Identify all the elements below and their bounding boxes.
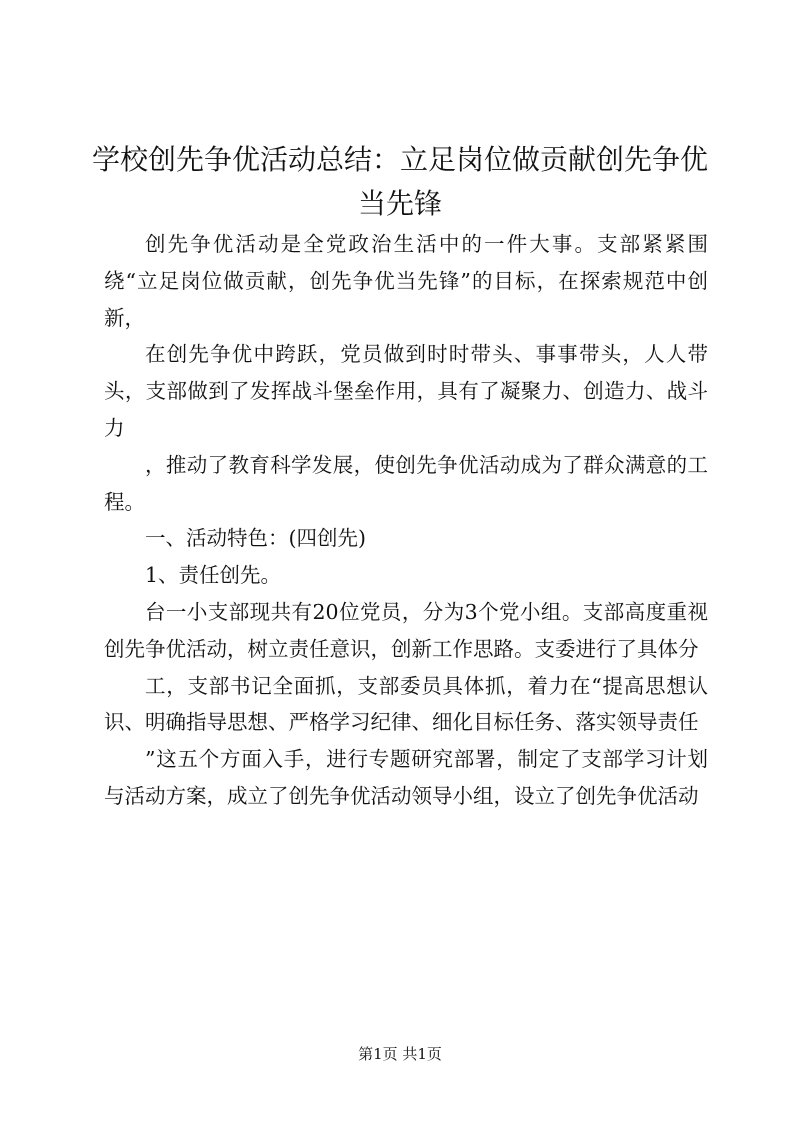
document-title: 学校创先争优活动总结：立足岗位做贡献创先争优当先锋 <box>91 143 708 220</box>
paragraph: 创先争优活动是全党政治生活中的一件大事。支部紧紧围绕“立足岗位做贡献，创先争优当先锋”的目标，在探索规范中创新， <box>104 232 708 330</box>
page-number-footer: 第1页 共1页 <box>358 1045 442 1063</box>
paragraph: 在创先争优中跨跃，党员做到时时带头、事事带头，人人带头，支部做到了发挥战斗堡垒作用，具有了凝聚力、创造力、战斗力 <box>104 342 708 440</box>
paragraph: ，推动了教育科学发展，使创先争优活动成为了群众满意的工程。 <box>104 452 708 514</box>
subsection-heading: 1、责任创先。 <box>145 563 282 588</box>
section-heading: 一、活动特色：(四创先) <box>145 526 366 551</box>
paragraph: 台一小支部现共有20位党员，分为3个党小组。支部高度重视创先争优活动，树立责任意识，创新工作思路。支委进行了具体分 <box>104 599 708 661</box>
paragraph: 工，支部书记全面抓，支部委员具体抓，着力在“提高思想认识、明确指导思想、严格学习纪律、细化目标任务、落实领导责任 <box>104 673 708 735</box>
paragraph: ”这五个方面入手，进行专题研究部署，制定了支部学习计划与活动方案，成立了创先争优活动领导小组，设立了创先争优活动 <box>104 747 708 808</box>
document-body <box>104 226 708 815</box>
